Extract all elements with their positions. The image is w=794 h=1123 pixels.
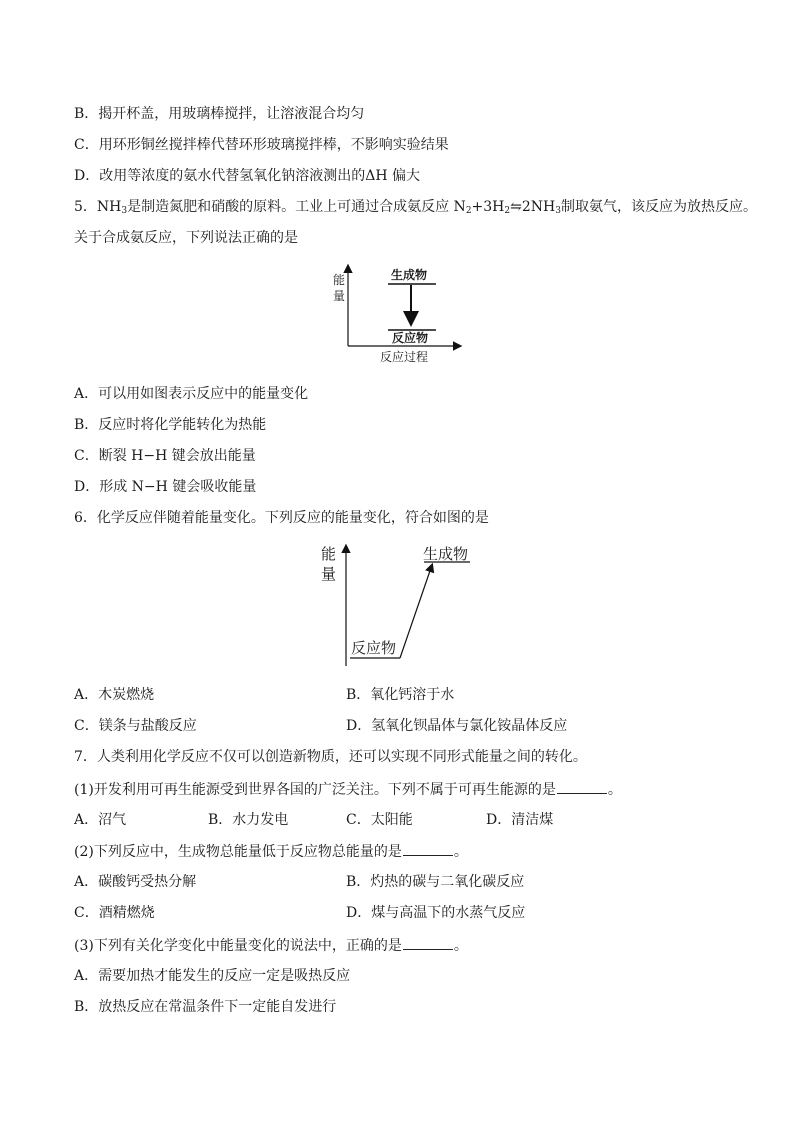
q4-option-b: B．揭开杯盖，用玻璃棒搅拌，让溶液混合均匀: [74, 106, 365, 122]
q7-part1-stem: (1)开发利用可再生能源受到世界各国的广泛关注。下列不属于可再生能源的是: [74, 782, 556, 798]
q6-y-label-2: 量: [321, 565, 337, 583]
q7-part1-option-d: D．清洁煤: [486, 812, 554, 828]
q7-part3-stem-line: [74, 935, 468, 956]
q7-part3-stem: (3)下列有关化学变化中能量变化的说法中，正确的是: [74, 938, 402, 954]
q5-sub-2b: 2: [504, 206, 511, 216]
q7-part2-option-c: C．酒精燃烧: [74, 905, 155, 921]
q6-reactant-label: 反应物: [351, 639, 397, 657]
q6-option-a: A．木炭燃烧: [74, 687, 155, 703]
q5-sub-3a: 3: [121, 206, 128, 216]
q7-part2-option-d: D．煤与高温下的水蒸气反应: [346, 905, 526, 921]
q6-option-c: C．镁条与盐酸反应: [74, 718, 197, 734]
q7-part1-stem-end: 。: [607, 782, 622, 798]
q5-stem-part-b: 是制造氮肥和硝酸的原料。工业上可通过合成氨反应 N: [127, 199, 466, 215]
q7-part3-answer-blank[interactable]: [403, 935, 453, 950]
q4-option-d: D．改用等浓度的氨水代替氢氧化钠溶液测出的ΔH 偏大: [74, 168, 420, 184]
q7-part3-stem-end: 。: [453, 938, 468, 954]
q5-x-label: 反应过程: [380, 350, 429, 364]
q7-part2-stem-end: 。: [453, 844, 468, 860]
q7-stem: 7．人类利用化学反应不仅可以创造新物质，还可以实现不同形式能量之间的转化。: [74, 749, 587, 765]
q7-part1-option-a: A．沼气: [74, 812, 127, 828]
q5-option-a: A．可以用如图表示反应中的能量变化: [74, 386, 309, 402]
q7-part1-stem-line: [74, 779, 622, 800]
q7-part3-option-a: A．需要加热才能发生的反应一定是吸热反应: [74, 968, 351, 984]
q5-option-b: B．反应时将化学能转化为热能: [74, 417, 267, 433]
q4-option-c: C．用环形铜丝搅拌棒代替环形玻璃搅拌棒，不影响实验结果: [74, 137, 449, 153]
q7-part3-option-b: B．放热反应在常温条件下一定能自发进行: [74, 999, 337, 1015]
q7-part1-option-b: B．水力发电: [208, 812, 289, 828]
q5-stem-part-a: 5．NH: [74, 199, 122, 215]
q6-product-label: 生成物: [423, 545, 469, 563]
q7-part2-option-b: B．灼热的碳与二氧化碳反应: [346, 874, 525, 890]
q5-stem-line2: 关于合成氨反应，下列说法正确的是: [74, 230, 298, 246]
q5-sub-3b: 3: [555, 206, 561, 216]
q5-sub-2a: 2: [465, 206, 472, 216]
q5-y-label-2: 量: [333, 289, 346, 303]
q5-option-c: C．断裂 H−H 键会放出能量: [74, 448, 256, 464]
q6-y-label-1: 能: [321, 545, 337, 563]
q7-part1-answer-blank[interactable]: [557, 779, 607, 794]
q5-stem-part-e: 制取氨气，该反应为放热反应。: [560, 199, 757, 215]
q5-stem-line1: [74, 197, 757, 217]
q6-option-b: B．氧化钙溶于水: [346, 687, 455, 703]
q5-y-label-1: 能: [333, 273, 346, 287]
q7-part2-stem: (2)下列反应中，生成物总能量低于反应物总能量的是: [74, 844, 402, 860]
q5-stem-part-c: +3H: [471, 199, 505, 215]
q7-part2-stem-line: [74, 841, 468, 862]
q6-stem: 6．化学反应伴随着能量变化。下列反应的能量变化，符合如图的是: [74, 510, 489, 526]
q5-option-d: D．形成 N−H 键会吸收能量: [74, 479, 257, 495]
q7-part2-answer-blank[interactable]: [403, 841, 453, 856]
q5-reactant-label: 反应物: [392, 331, 429, 345]
q7-part2-option-a: A．碳酸钙受热分解: [74, 874, 197, 890]
q5-product-label: 生成物: [391, 268, 428, 282]
q5-stem-part-d: ⇋2NH: [510, 199, 556, 215]
q7-part1-option-c: C．太阳能: [346, 812, 413, 828]
q6-rise-line: [400, 565, 432, 658]
q6-option-d: D．氢氧化钡晶体与氯化铵晶体反应: [346, 718, 568, 734]
